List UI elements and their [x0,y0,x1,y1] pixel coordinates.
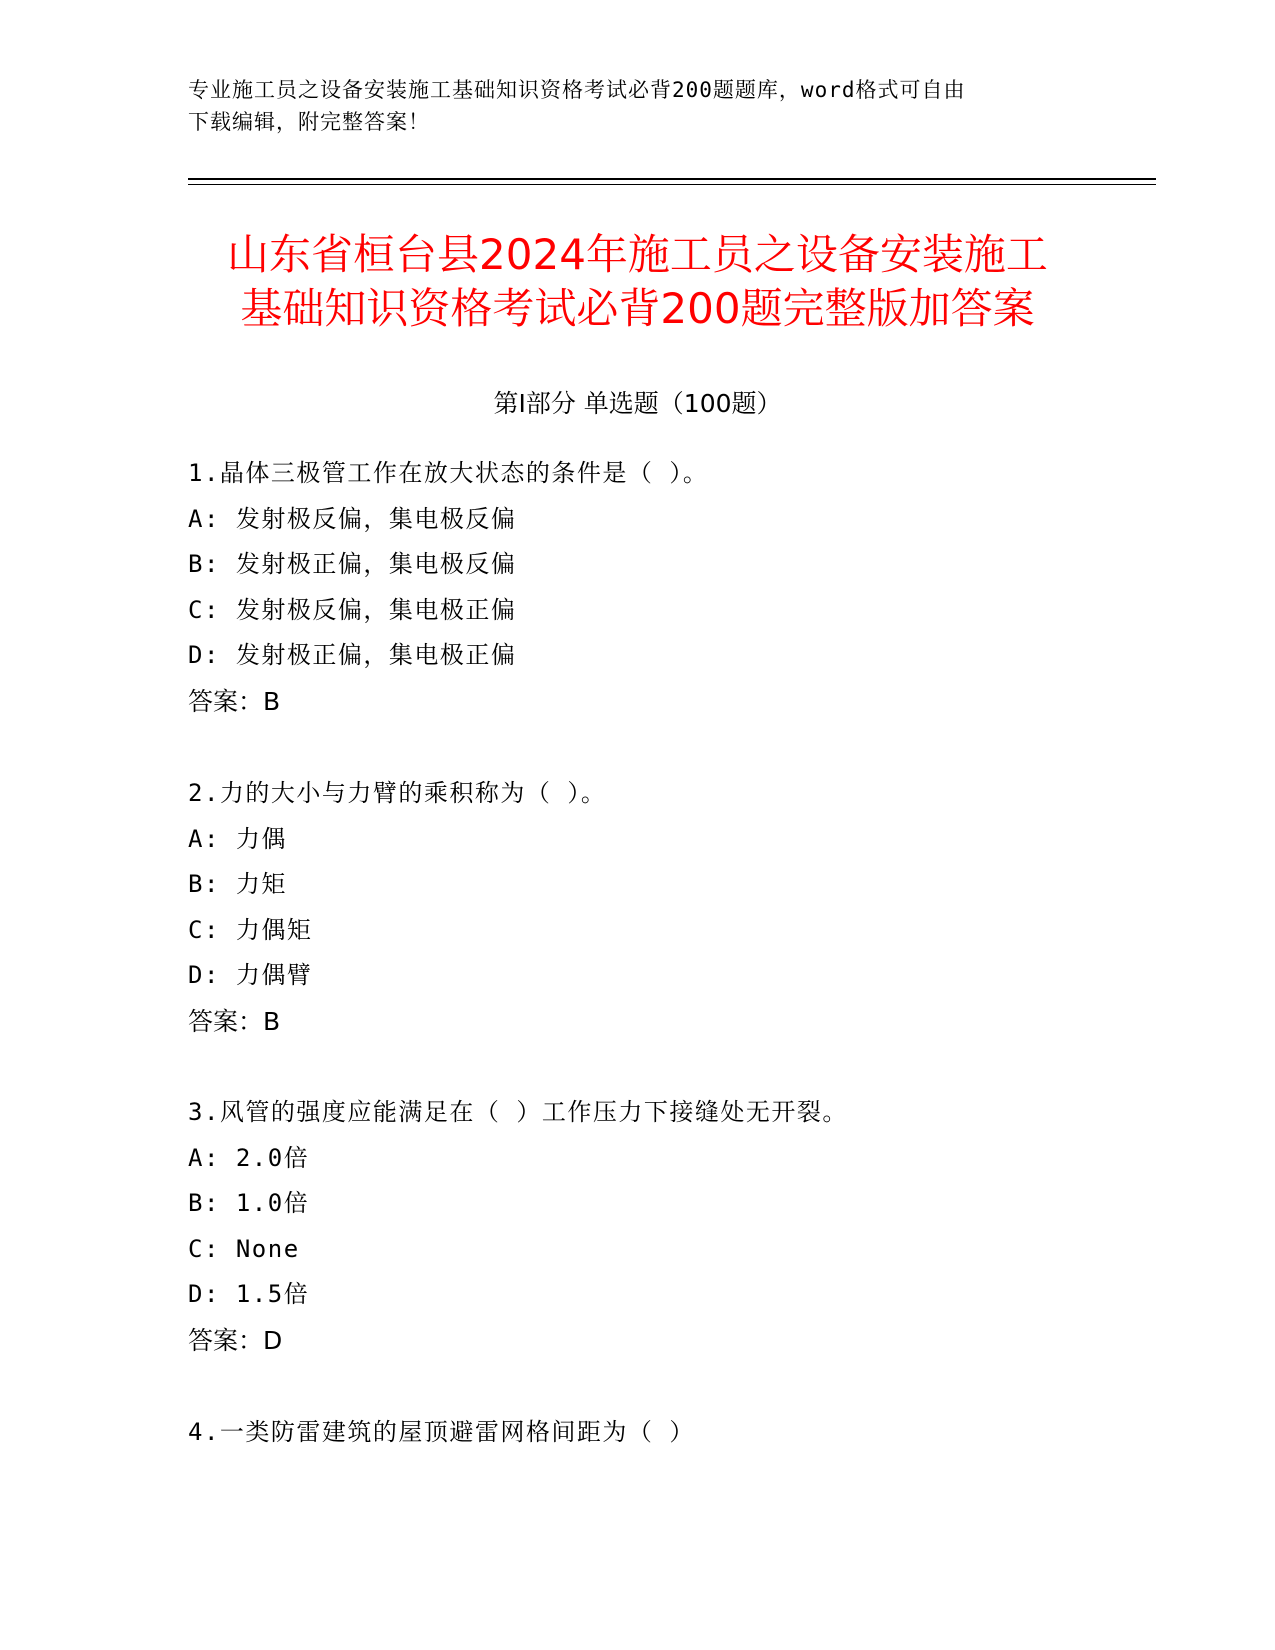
question-4 [188,1410,1148,1456]
section-heading: 第Ⅰ部分 单选题（100题） [493,389,782,418]
option-a: A: 力偶 [188,824,287,853]
header-rule-thick [188,178,1156,180]
option-d: D: 发射极正偏，集电极正偏 [188,641,517,669]
option-c: C: 力偶矩 [188,915,313,944]
header-note [188,74,1088,138]
answer-line: 答案：B [188,686,281,716]
option-b: B: 发射极正偏，集电极反偏 [188,550,517,578]
question-stem: 1.晶体三极管工作在放大状态的条件是（ ）。 [188,459,709,487]
option-c: C: None [188,1234,300,1263]
question-3 [188,1090,1148,1363]
option-c: C: 发射极反偏，集电极正偏 [188,595,517,624]
option-d: D: 力偶臂 [188,961,313,989]
question-1 [188,451,1148,724]
question-2 [188,771,1148,1044]
document-title [120,228,1155,336]
option-b: B: 1.0倍 [188,1189,310,1217]
answer-line: 答案：B [188,1006,281,1036]
header-rule-thin [188,184,1156,185]
header-note-line-1: 专业施工员之设备安装施工基础知识资格考试必背200题题库，word格式可自由 [188,78,966,102]
option-a: A: 2.0倍 [188,1143,310,1172]
option-b: B: 力矩 [188,870,287,898]
question-stem: 3.风管的强度应能满足在（ ）工作压力下接缝处无开裂。 [188,1098,848,1126]
answer-line: 答案：D [188,1325,283,1355]
document-title-line-1: 山东省桓台县2024年施工员之设备安装施工 [227,230,1048,279]
question-stem: 2.力的大小与力臂的乘积称为（ ）。 [188,779,607,807]
option-d: D: 1.5倍 [188,1280,310,1308]
question-stem: 4.一类防雷建筑的屋顶避雷网格间距为（ ） [188,1418,695,1446]
document-title-line-2: 基础知识资格考试必背200题完整版加答案 [240,284,1035,333]
option-a: A: 发射极反偏，集电极反偏 [188,504,517,533]
header-note-line-2: 下载编辑，附完整答案！ [188,110,430,134]
